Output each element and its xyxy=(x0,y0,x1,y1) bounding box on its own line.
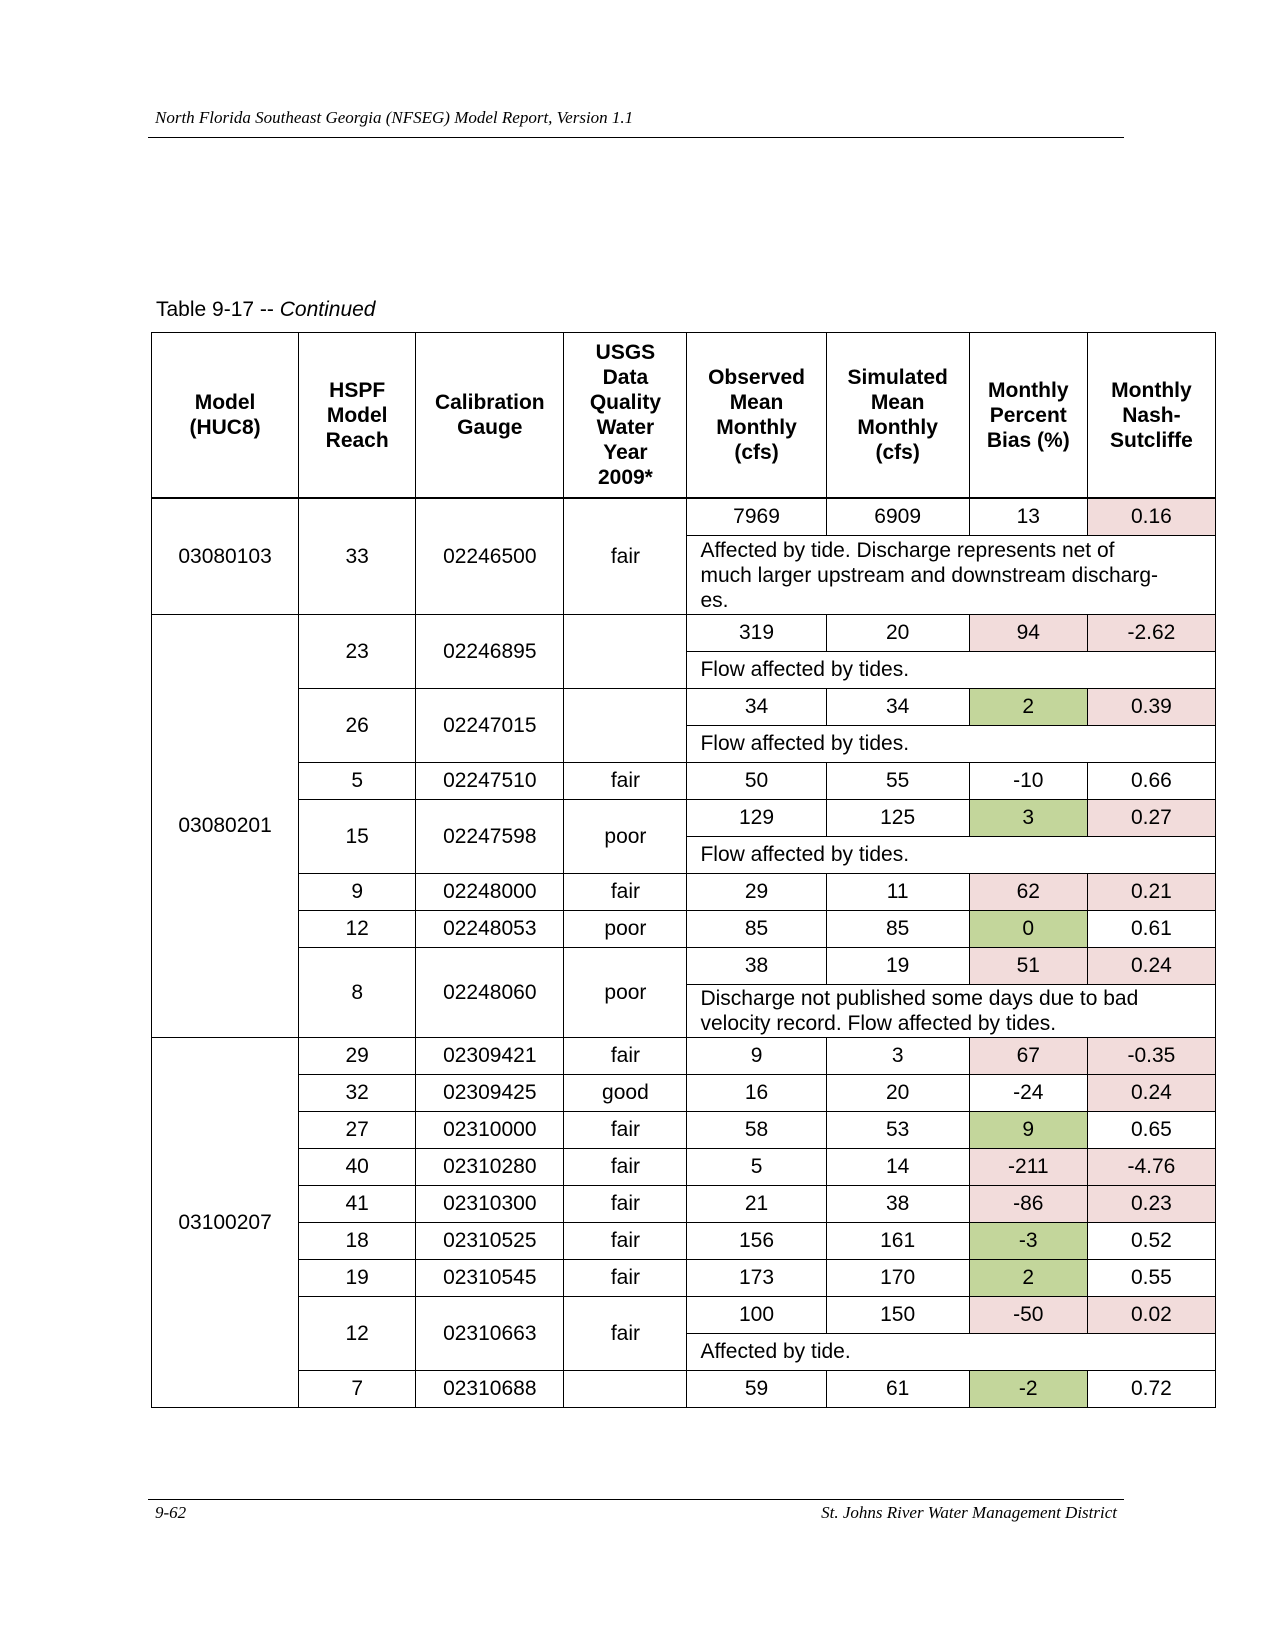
quality-cell: fair xyxy=(564,1112,687,1149)
table-caption xyxy=(156,298,375,322)
simulated-cell: 53 xyxy=(826,1112,969,1149)
reach-cell: 41 xyxy=(299,1186,416,1223)
observed-cell: 173 xyxy=(687,1260,826,1297)
column-header-line: Monthly xyxy=(857,416,938,439)
bias-cell: 67 xyxy=(969,1038,1087,1075)
bias-cell: -24 xyxy=(969,1075,1087,1112)
gauge-cell: 02247510 xyxy=(416,763,564,800)
nash-cell: 0.27 xyxy=(1087,800,1215,837)
table-row xyxy=(152,948,1216,985)
observed-cell: 50 xyxy=(687,763,826,800)
column-header-line: Year xyxy=(603,441,648,464)
reach-cell: 33 xyxy=(299,498,416,615)
reach-cell: 23 xyxy=(299,615,416,689)
note-line: Flow affected by tides. xyxy=(700,658,910,681)
column-header xyxy=(564,333,687,499)
huc8-cell: 03100207 xyxy=(152,1038,299,1408)
quality-cell xyxy=(564,615,687,689)
nash-cell: -0.35 xyxy=(1087,1038,1215,1075)
column-header-line: Water xyxy=(596,416,655,439)
gauge-cell: 02247015 xyxy=(416,689,564,763)
nash-cell: 0.72 xyxy=(1087,1371,1215,1408)
reach-cell: 29 xyxy=(299,1038,416,1075)
reach-cell: 7 xyxy=(299,1371,416,1408)
simulated-cell: 55 xyxy=(826,763,969,800)
observed-cell: 156 xyxy=(687,1223,826,1260)
huc8-cell: 03080201 xyxy=(152,615,299,1038)
column-header-line: 2009* xyxy=(597,466,653,489)
note-cell xyxy=(687,837,1216,874)
column-header-line: Mean xyxy=(870,391,925,414)
note-line: es. xyxy=(700,588,729,612)
observed-cell: 59 xyxy=(687,1371,826,1408)
column-header-line: Nash- xyxy=(1122,403,1181,427)
nash-cell: 0.23 xyxy=(1087,1186,1215,1223)
quality-cell: poor xyxy=(564,948,687,1038)
column-header-line: Monthly xyxy=(1111,378,1192,402)
calibration-table xyxy=(151,332,1216,1408)
caption-suffix: Continued xyxy=(279,298,376,321)
nash-cell: 0.61 xyxy=(1087,911,1215,948)
simulated-cell: 3 xyxy=(826,1038,969,1075)
quality-cell xyxy=(564,1371,687,1408)
nash-cell: 0.24 xyxy=(1087,948,1215,985)
nash-cell: 0.16 xyxy=(1087,498,1215,536)
footer-organization: St. Johns River Water Management District xyxy=(821,1503,1117,1522)
bias-cell: 2 xyxy=(969,1260,1087,1297)
reach-cell: 18 xyxy=(299,1223,416,1260)
column-header-line: Monthly xyxy=(988,378,1069,402)
bias-cell: 94 xyxy=(969,615,1087,652)
observed-cell: 100 xyxy=(687,1297,826,1334)
column-header-line: Bias (%) xyxy=(986,428,1070,452)
quality-cell: fair xyxy=(564,1038,687,1075)
column-header xyxy=(687,333,826,499)
column-header-line: (cfs) xyxy=(734,441,779,464)
reach-cell: 27 xyxy=(299,1112,416,1149)
quality-cell: fair xyxy=(564,874,687,911)
note-line: Discharge not published some days due to bad xyxy=(700,987,1139,1010)
table-row xyxy=(152,689,1216,726)
table-row xyxy=(152,1223,1216,1260)
column-header-line: Simulated xyxy=(847,366,948,389)
note-line: velocity record. Flow affected by tides. xyxy=(700,1012,1057,1035)
column-header-line: Model xyxy=(326,403,388,427)
table-row xyxy=(152,763,1216,800)
table-row xyxy=(152,800,1216,837)
bias-cell: -10 xyxy=(969,763,1087,800)
nash-cell: 0.39 xyxy=(1087,689,1215,726)
gauge-cell: 02310525 xyxy=(416,1223,564,1260)
note-cell xyxy=(687,1334,1216,1371)
quality-cell: fair xyxy=(564,1297,687,1371)
bias-cell: 3 xyxy=(969,800,1087,837)
column-header xyxy=(826,333,969,499)
bias-cell: -211 xyxy=(969,1149,1087,1186)
table-row xyxy=(152,1260,1216,1297)
simulated-cell: 20 xyxy=(826,615,969,652)
simulated-cell: 61 xyxy=(826,1371,969,1408)
quality-cell: fair xyxy=(564,498,687,615)
observed-cell: 5 xyxy=(687,1149,826,1186)
observed-cell: 319 xyxy=(687,615,826,652)
bias-cell: 13 xyxy=(969,498,1087,536)
nash-cell: -4.76 xyxy=(1087,1149,1215,1186)
simulated-cell: 11 xyxy=(826,874,969,911)
simulated-cell: 14 xyxy=(826,1149,969,1186)
column-header-line: Percent xyxy=(989,403,1067,427)
note-cell xyxy=(687,536,1216,615)
table-row xyxy=(152,615,1216,652)
gauge-cell: 02310000 xyxy=(416,1112,564,1149)
column-header xyxy=(299,333,416,499)
gauge-cell: 02310300 xyxy=(416,1186,564,1223)
simulated-cell: 6909 xyxy=(826,498,969,536)
gauge-cell: 02247598 xyxy=(416,800,564,874)
bias-cell: 51 xyxy=(969,948,1087,985)
column-header-line: Mean xyxy=(729,391,784,414)
quality-cell: fair xyxy=(564,1186,687,1223)
quality-cell: fair xyxy=(564,1260,687,1297)
column-header-line: USGS xyxy=(595,341,656,364)
gauge-cell: 02246895 xyxy=(416,615,564,689)
reach-cell: 12 xyxy=(299,1297,416,1371)
column-header-line: Reach xyxy=(325,428,389,452)
observed-cell: 7969 xyxy=(687,498,826,536)
observed-cell: 129 xyxy=(687,800,826,837)
gauge-cell: 02310280 xyxy=(416,1149,564,1186)
bias-cell: -3 xyxy=(969,1223,1087,1260)
nash-cell: 0.66 xyxy=(1087,763,1215,800)
bias-cell: -2 xyxy=(969,1371,1087,1408)
nash-cell: 0.65 xyxy=(1087,1112,1215,1149)
simulated-cell: 170 xyxy=(826,1260,969,1297)
running-header: North Florida Southeast Georgia (NFSEG) Model Report, Version 1.1 xyxy=(155,108,634,127)
note-cell xyxy=(687,652,1216,689)
table-row xyxy=(152,1149,1216,1186)
gauge-cell: 02309425 xyxy=(416,1075,564,1112)
column-header-line: Monthly xyxy=(716,416,797,439)
quality-cell: fair xyxy=(564,1149,687,1186)
note-cell xyxy=(687,985,1216,1038)
simulated-cell: 38 xyxy=(826,1186,969,1223)
nash-cell: 0.02 xyxy=(1087,1297,1215,1334)
quality-cell: poor xyxy=(564,911,687,948)
simulated-cell: 20 xyxy=(826,1075,969,1112)
gauge-cell: 02248000 xyxy=(416,874,564,911)
note-line: much larger upstream and downstream discharg- xyxy=(700,563,1159,587)
table-row xyxy=(152,1112,1216,1149)
observed-cell: 21 xyxy=(687,1186,826,1223)
column-header-line: Model xyxy=(194,391,256,414)
table-row xyxy=(152,1075,1216,1112)
observed-cell: 29 xyxy=(687,874,826,911)
observed-cell: 38 xyxy=(687,948,826,985)
reach-cell: 8 xyxy=(299,948,416,1038)
column-header xyxy=(1087,333,1215,499)
table-body xyxy=(152,498,1216,1408)
quality-cell xyxy=(564,689,687,763)
column-header-line: Data xyxy=(602,366,649,389)
gauge-cell: 02310545 xyxy=(416,1260,564,1297)
bias-cell: -50 xyxy=(969,1297,1087,1334)
table-row xyxy=(152,1371,1216,1408)
bias-cell: 62 xyxy=(969,874,1087,911)
table-row xyxy=(152,1186,1216,1223)
column-header-line: HSPF xyxy=(329,378,386,402)
reach-cell: 5 xyxy=(299,763,416,800)
bias-cell: -86 xyxy=(969,1186,1087,1223)
table-header-row xyxy=(152,333,1216,499)
note-line: Affected by tide. xyxy=(700,1340,851,1363)
gauge-cell: 02248060 xyxy=(416,948,564,1038)
column-header-line: Calibration xyxy=(434,391,545,414)
simulated-cell: 19 xyxy=(826,948,969,985)
table-row xyxy=(152,1297,1216,1334)
simulated-cell: 161 xyxy=(826,1223,969,1260)
huc8-cell: 03080103 xyxy=(152,498,299,615)
note-line: Affected by tide. Discharge represents net of xyxy=(700,538,1115,562)
gauge-cell: 02309421 xyxy=(416,1038,564,1075)
reach-cell: 26 xyxy=(299,689,416,763)
observed-cell: 9 xyxy=(687,1038,826,1075)
column-header-line: Gauge xyxy=(457,416,523,439)
observed-cell: 58 xyxy=(687,1112,826,1149)
table-row xyxy=(152,874,1216,911)
nash-cell: 0.24 xyxy=(1087,1075,1215,1112)
quality-cell: poor xyxy=(564,800,687,874)
reach-cell: 9 xyxy=(299,874,416,911)
observed-cell: 34 xyxy=(687,689,826,726)
observed-cell: 16 xyxy=(687,1075,826,1112)
table-row xyxy=(152,498,1216,536)
footer-rule xyxy=(148,1499,1124,1500)
simulated-cell: 125 xyxy=(826,800,969,837)
bias-cell: 9 xyxy=(969,1112,1087,1149)
table-row xyxy=(152,1038,1216,1075)
page-number: 9-62 xyxy=(155,1503,187,1522)
reach-cell: 40 xyxy=(299,1149,416,1186)
bias-cell: 0 xyxy=(969,911,1087,948)
column-header xyxy=(969,333,1087,499)
reach-cell: 19 xyxy=(299,1260,416,1297)
note-line: Flow affected by tides. xyxy=(700,732,910,755)
simulated-cell: 34 xyxy=(826,689,969,726)
gauge-cell: 02246500 xyxy=(416,498,564,615)
reach-cell: 12 xyxy=(299,911,416,948)
quality-cell: fair xyxy=(564,763,687,800)
column-header-line: Observed xyxy=(708,366,805,389)
column-header-line: Quality xyxy=(589,391,661,414)
column-header xyxy=(416,333,564,499)
table-row xyxy=(152,911,1216,948)
gauge-cell: 02248053 xyxy=(416,911,564,948)
reach-cell: 32 xyxy=(299,1075,416,1112)
nash-cell: 0.55 xyxy=(1087,1260,1215,1297)
nash-cell: 0.52 xyxy=(1087,1223,1215,1260)
quality-cell: good xyxy=(564,1075,687,1112)
column-header xyxy=(152,333,299,499)
note-line: Flow affected by tides. xyxy=(700,843,910,866)
gauge-cell: 02310663 xyxy=(416,1297,564,1371)
observed-cell: 85 xyxy=(687,911,826,948)
nash-cell: 0.21 xyxy=(1087,874,1215,911)
quality-cell: fair xyxy=(564,1223,687,1260)
caption-prefix: Table 9-17 -- xyxy=(156,298,280,321)
header-rule xyxy=(148,137,1124,138)
note-cell xyxy=(687,726,1216,763)
bias-cell: 2 xyxy=(969,689,1087,726)
nash-cell: -2.62 xyxy=(1087,615,1215,652)
simulated-cell: 85 xyxy=(826,911,969,948)
column-header-line: (HUC8) xyxy=(189,416,261,439)
reach-cell: 15 xyxy=(299,800,416,874)
column-header-line: Sutcliffe xyxy=(1109,428,1193,452)
simulated-cell: 150 xyxy=(826,1297,969,1334)
column-header-line: (cfs) xyxy=(875,441,920,464)
gauge-cell: 02310688 xyxy=(416,1371,564,1408)
